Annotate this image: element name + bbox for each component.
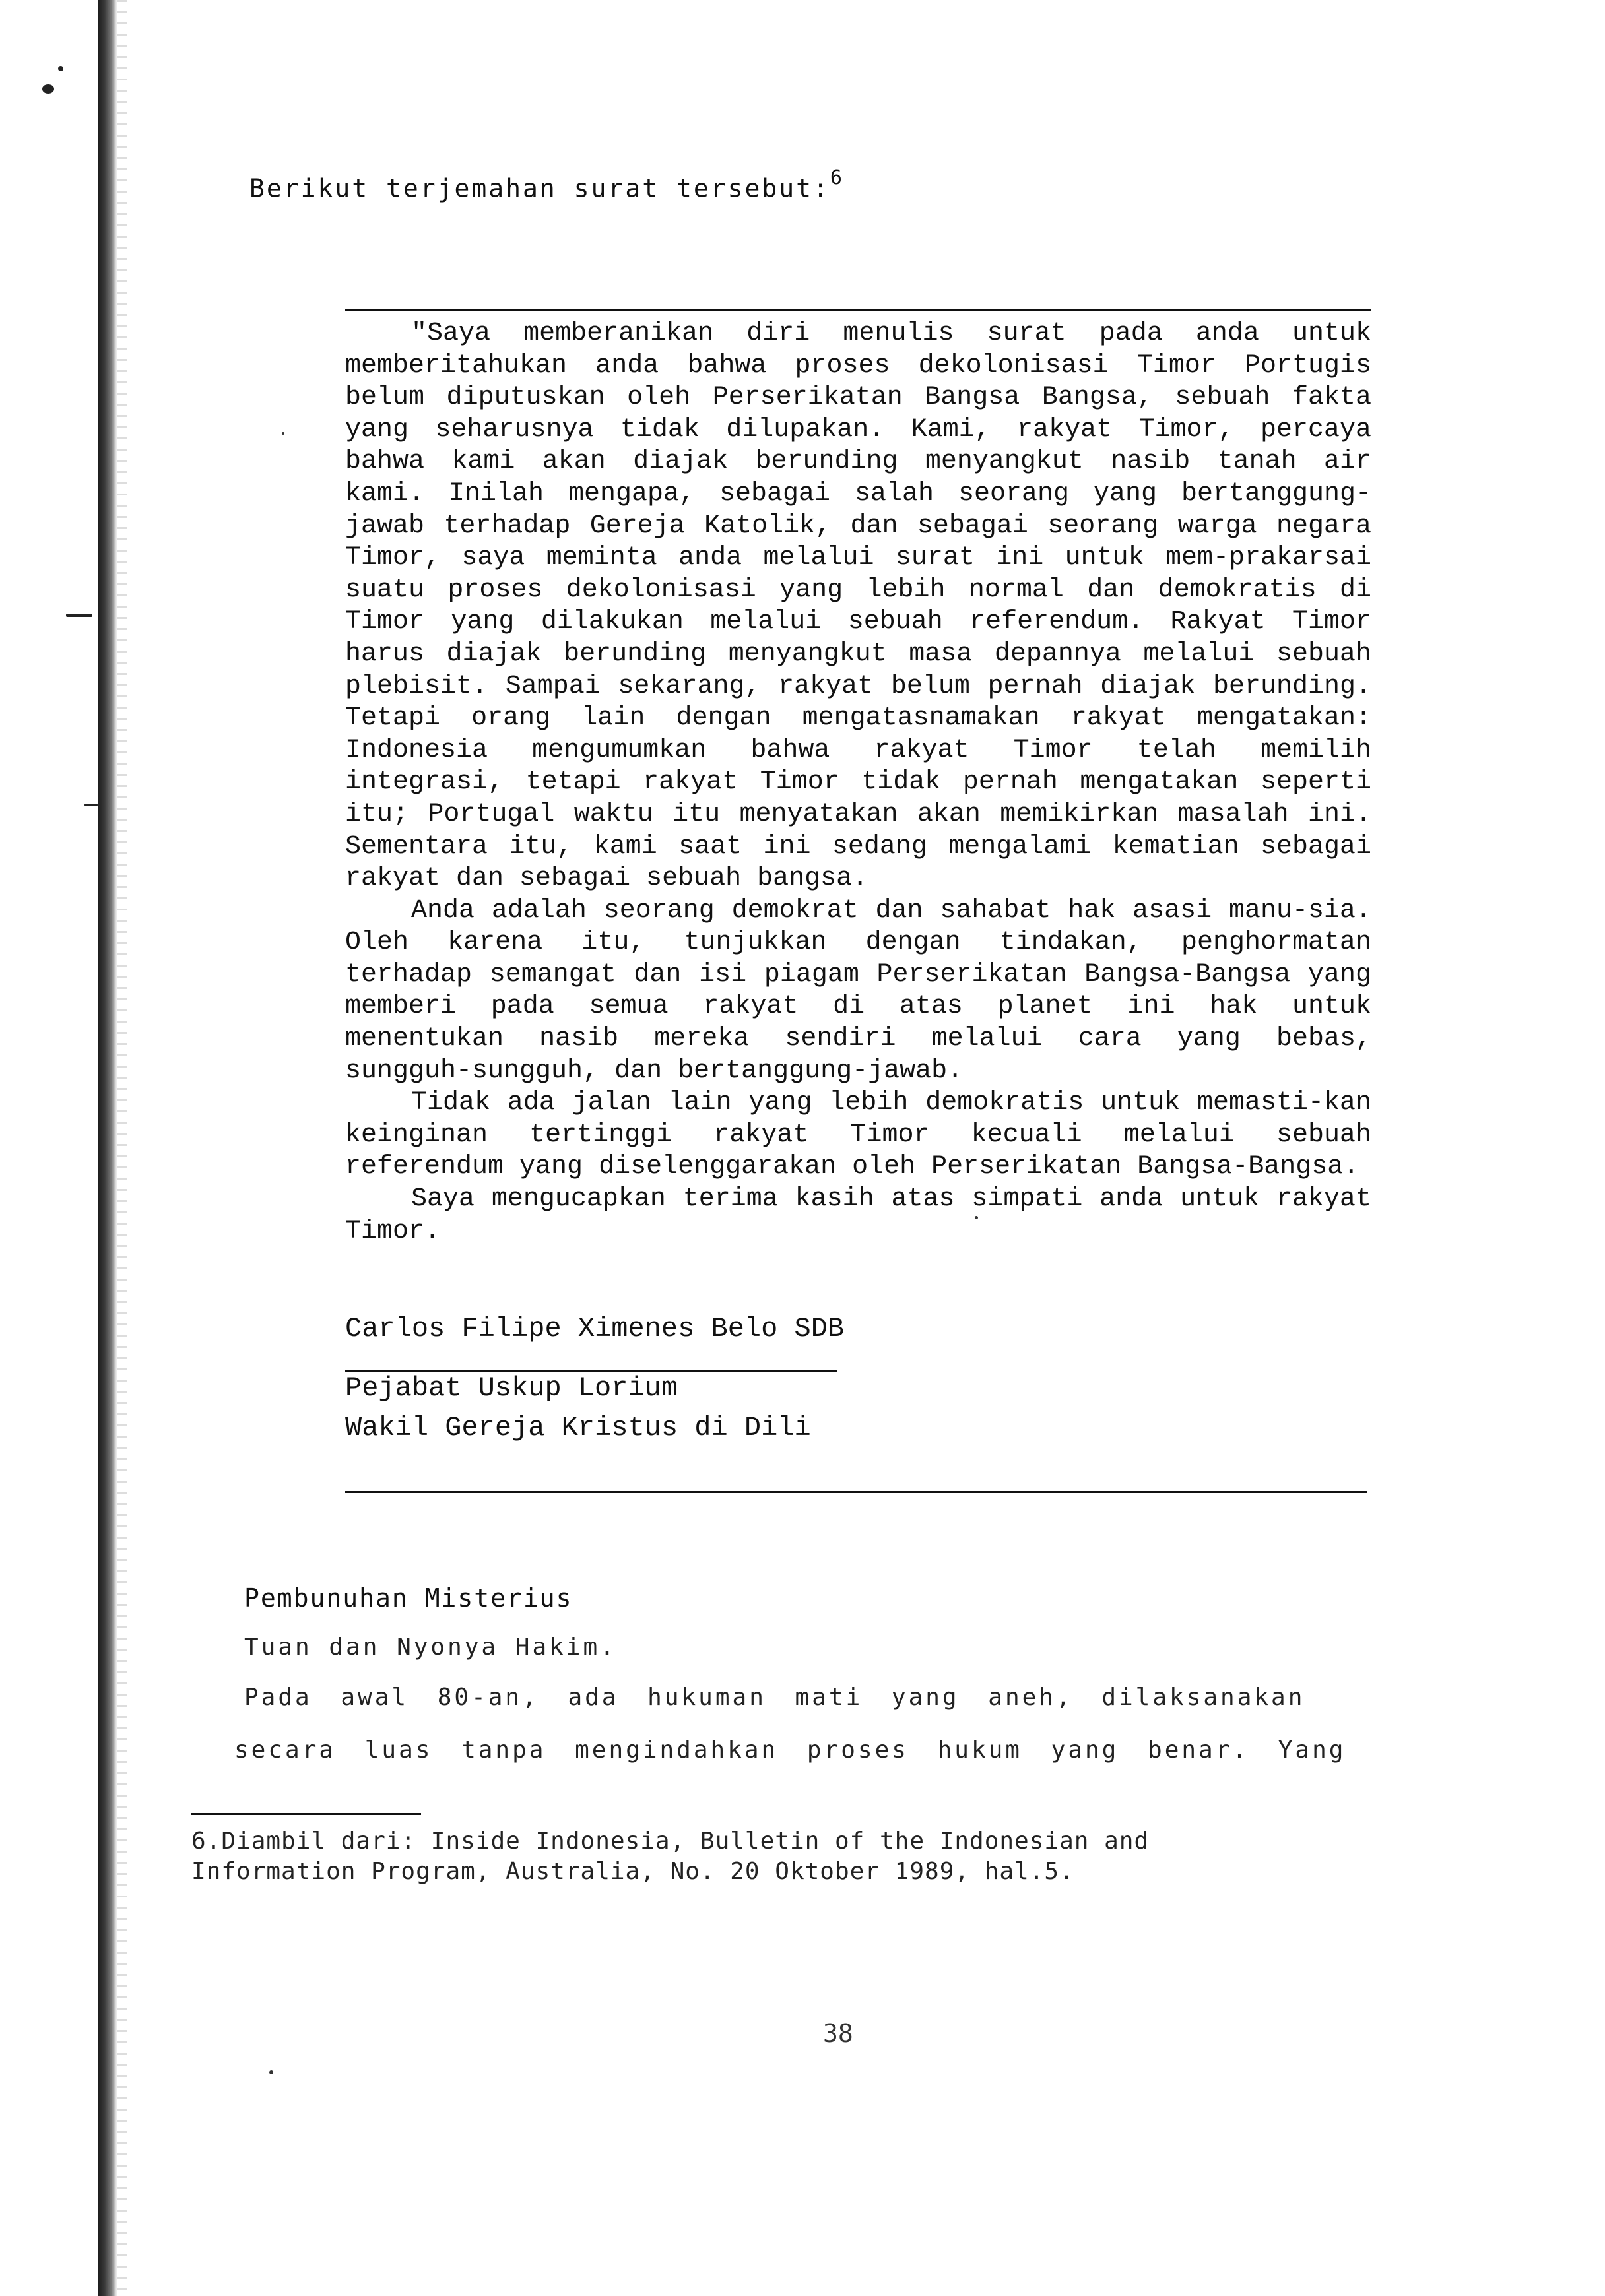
scan-speck: [58, 66, 63, 71]
letter-paragraph: Saya mengucapkan terima kasih atas simpati anda untuk rakyat Timor.: [345, 1184, 1371, 1246]
signature-rule: [345, 1370, 837, 1372]
section-heading: Pembunuhan Misterius: [244, 1583, 573, 1612]
quoted-letter: [345, 318, 1371, 1248]
footnote-reference: 6: [830, 166, 844, 189]
body-line: Pada awal 80-an, ada hukuman mati yang aneh, dilaksanakan: [244, 1684, 1305, 1711]
intro-line: [249, 166, 844, 203]
letter-bottom-rule: [345, 1491, 1367, 1493]
footnote: [191, 1828, 1274, 1886]
signature-title: Pejabat Uskup Lorium: [345, 1372, 678, 1404]
letter-paragraph: Tidak ada jalan lain yang lebih demokratis untuk memasti-kan keinginan tertinggi rakyat Timor kecuali melalui sebuah referendum yang diselenggarakan oleh Perserikatan Bangsa-Bangsa.: [345, 1088, 1371, 1182]
scan-speck: [975, 1216, 978, 1219]
letter-paragraph: "Saya memberanikan diri menulis surat pada anda untuk memberitahukan anda bahwa proses dekolonisasi Timor Portugis belum diputuskan oleh Perserikatan Bangsa Bangsa, sebuah fakta yang seharusnya tidak dilupakan. Kami, rakyat Timor, percaya bahwa kami akan diajak berunding menyangkut nasib tanah air kami. Inilah mengapa, sebagai salah seorang yang bertanggung-jawab terhadap Gereja Katolik, dan sebagai seorang warga negara Timor, saya meminta anda melalui surat ini untuk mem-prakarsai suatu proses dekolonisasi yang lebih normal dan demokratis di Timor yang dilakukan melalui sebuah referendum. Rakyat Timor harus diajak berunding menyangkut masa depannya melalui sebuah plebisit. Sampai sekarang, rakyat belum pernah diajak berunding. Tetapi orang lain dengan mengatasnamakan rakyat mengatakan: Indonesia mengumumkan bahwa rakyat Timor telah memilih integrasi, tetapi rakyat Timor tidak pernah mengatakan seperti itu; Portugal waktu itu menyatakan akan memikirkan masalah ini. Sementara itu, kami saat ini sedang mengalami kematian sebagai rakyat dan sebagai sebuah bangsa.: [345, 319, 1371, 894]
section-subtitle: Tuan dan Nyonya Hakim.: [244, 1634, 617, 1661]
signature-name: Carlos Filipe Ximenes Belo SDB: [345, 1313, 845, 1345]
scan-binding-texture: [117, 0, 127, 2296]
signature-title: Wakil Gereja Kristus di Dili: [345, 1412, 811, 1444]
scan-speck: [282, 432, 284, 435]
intro-text: Berikut terjemahan surat tersebut:: [249, 174, 830, 203]
scan-speck: [42, 84, 54, 94]
letter-paragraph: Anda adalah seorang demokrat dan sahabat hak asasi manu-sia. Oleh karena itu, tunjukkan dengan tindakan, penghormatan terhadap semangat dan isi piagam Perserikatan Bangsa-Bangsa yang memberi pada semua rakyat di atas planet ini hak untuk menentukan nasib mereka sendiri melalui cara yang bebas, sungguh-sungguh, dan bertanggung-jawab.: [345, 895, 1371, 1086]
scan-speck: [66, 614, 92, 617]
footnote-line: 6.Diambil dari: Inside Indonesia, Bulletin of the Indonesian and: [191, 1828, 1150, 1855]
letter-top-rule: [345, 309, 1371, 311]
footnote-rule: [191, 1813, 421, 1815]
footnote-line: Information Program, Australia, No. 20 Oktober 1989, hal.5.: [191, 1858, 1074, 1885]
scan-speck: [269, 2070, 273, 2074]
scan-binding-edge: [98, 0, 117, 2296]
page-number: 38: [823, 2019, 853, 2048]
body-line: secara luas tanpa mengindahkan proses hukum yang benar. Yang: [234, 1737, 1346, 1764]
scan-speck: [84, 804, 98, 806]
